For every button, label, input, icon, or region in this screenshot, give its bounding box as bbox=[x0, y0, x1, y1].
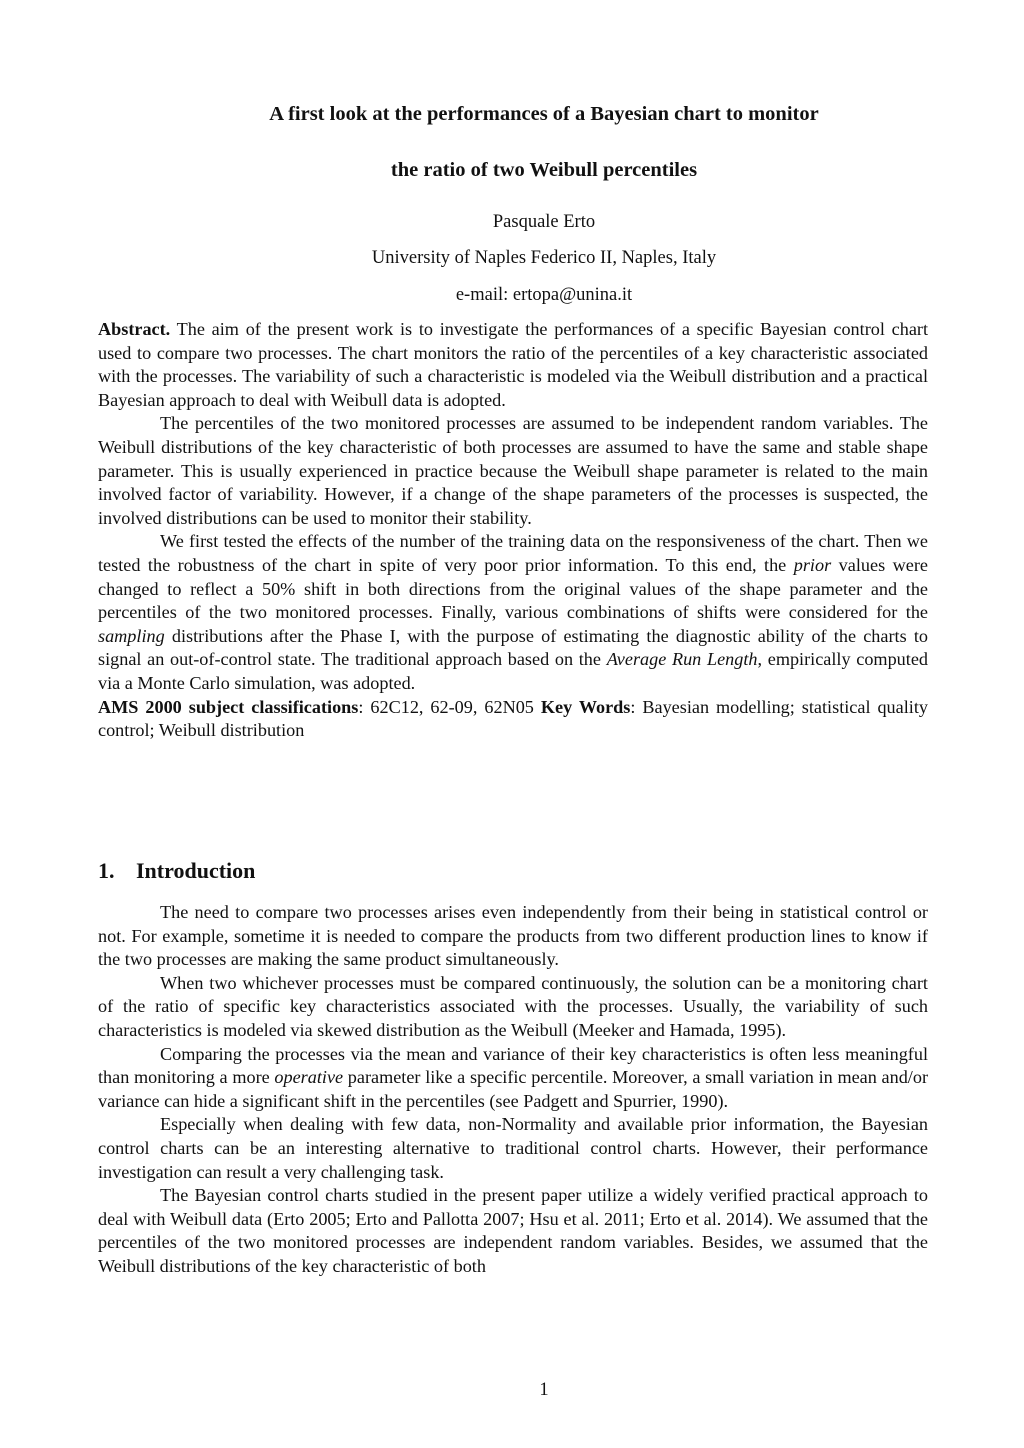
abstract-section bbox=[98, 318, 928, 743]
abstract-text: The aim of the present work is to investigate the performances of a specific Bayesian control chart used to compare two processes. The chart monitors the ratio of the percentiles of a key characteristic associated with the processes. The variability of such a characteristic is modeled via the Weibull distribution and a practical Bayesian approach to deal with Weibull data is adopted. bbox=[98, 319, 928, 410]
author-name: Pasquale Erto bbox=[492, 212, 596, 232]
section-title: Introduction bbox=[136, 858, 256, 883]
intro-paragraph-4: Especially when dealing with few data, non-Normality and available prior information, the Bayesian control charts can be an interesting alternative to traditional control charts. However, their performance investigation can result a very challenging task. bbox=[98, 1114, 928, 1182]
author-email: e-mail: ertopa@unina.it bbox=[455, 285, 633, 305]
paper-title-line-1: A first look at the performances of a Bayesian chart to monitor bbox=[269, 103, 819, 125]
abstract-paragraph-2: The percentiles of the two monitored processes are assumed to be independent random variables. The Weibull distributions of the key characteristic of both processes are assumed to have the same and stable shape parameter. This is usually experienced in practice because the Weibull shape parameter is related to the main involved factor of variability. However, if a change of the shape parameters of the processes is suspected, the involved distributions can be used to monitor their stability. bbox=[98, 413, 928, 528]
author-affiliation: University of Naples Federico II, Naples, Italy bbox=[371, 248, 717, 268]
ams-label: AMS 2000 subject classifications bbox=[98, 696, 359, 717]
intro-paragraph-5: The Bayesian control charts studied in the present paper utilize a widely verified practical approach to deal with Weibull data (Erto 2005; Erto and Pallotta 2007; Hsu et al. 2011; Erto et al. 2014). We assumed that the percentiles of the two monitored processes are independent random variables. Besides, we assumed that the Weibull distributions of the key characteristic of both bbox=[98, 1185, 928, 1276]
section-heading-introduction bbox=[98, 858, 255, 884]
intro-paragraph-1: The need to compare two processes arises even independently from their being in statistical control or not. For example, sometime it is needed to compare the products from two different production lines to know if the two processes are making the same product simultaneously. bbox=[98, 902, 928, 970]
abstract-label: Abstract. bbox=[98, 319, 171, 339]
introduction-section bbox=[98, 901, 928, 1279]
intro-paragraph-2: When two whichever processes must be compared continuously, the solution can be a monitoring chart of the ratio of specific key characteristics associated with the processes. Usually, the variability of such characteristics is modeled via skewed distribution as the Weibull (Meeker and Hamada, 1995). bbox=[98, 972, 928, 1040]
keywords-label: Key Words bbox=[540, 696, 631, 717]
page-number: 1 bbox=[539, 1380, 549, 1400]
section-number: 1. bbox=[98, 858, 115, 883]
paper-title-line-2: the ratio of two Weibull percentiles bbox=[390, 159, 698, 181]
keywords-list: : Bayesian modelling; statistical quality control; Weibull distribution bbox=[98, 696, 928, 741]
intro-paragraph-3: Comparing the processes via the mean and variance of their key characteristics is often less meaningful than monitoring a more operative parameter like a specific percentile. Moreover, a small variation in mean and/or variance can hide a significant shift in the percentiles (see Padgett and Spurrier, 1990). bbox=[98, 1043, 928, 1111]
classification-keywords bbox=[98, 696, 928, 743]
ams-codes: : 62C12, 62-09, 62N05 bbox=[358, 696, 541, 717]
abstract-paragraph-1 bbox=[98, 318, 928, 412]
abstract-paragraph-3: We first tested the effects of the number of the training data on the responsiveness of the chart. Then we tested the robustness of the chart in spite of very poor prior information. To this end, the prior values were changed to reflect a 50% shift in both directions from the original values of the shape parameter and the percentiles of the two monitored processes. Finally, various combinations of shifts were considered for the sampling distributions after the Phase I, with the purpose of estimating the diagnostic ability of the charts to signal an out-of-control state. The traditional approach based on the Average Run Length, empirically computed via a Monte Carlo simulation, was adopted. bbox=[98, 531, 928, 693]
